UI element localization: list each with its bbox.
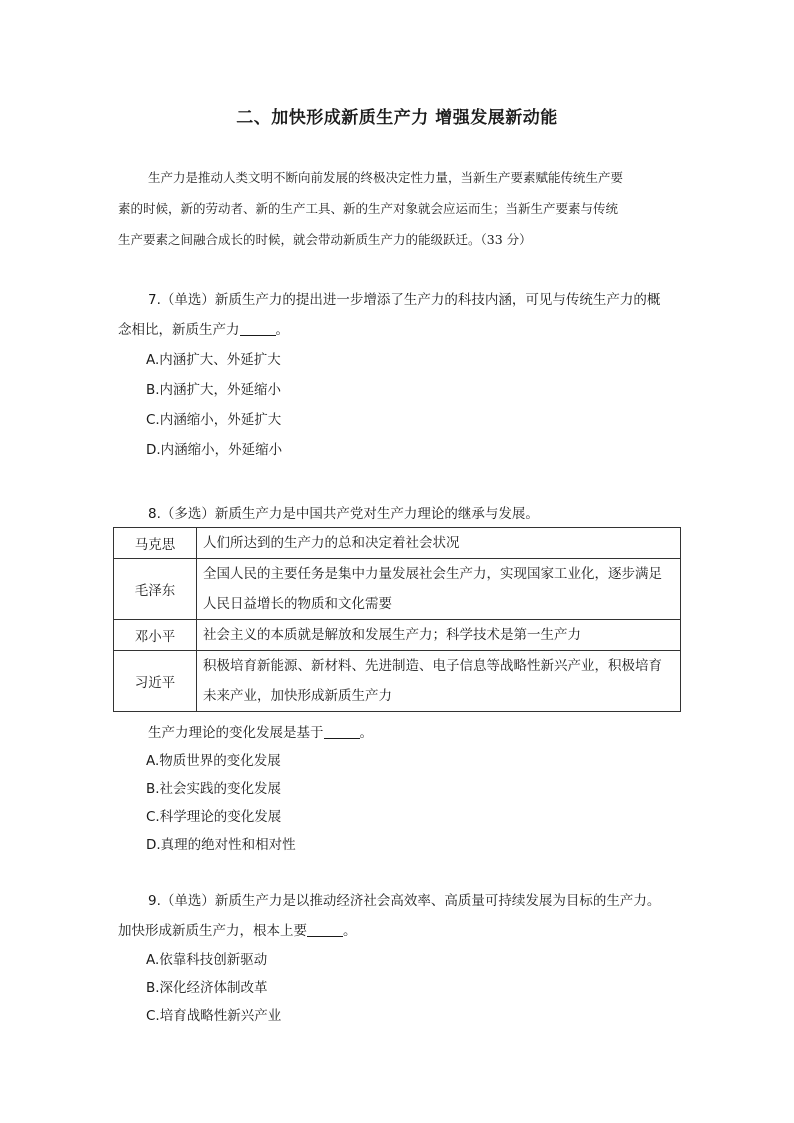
table-cell-content: 人们所达到的生产力的总和决定着社会状况: [197, 528, 681, 559]
table-cell-content: 社会主义的本质就是解放和发展生产力；科学技术是第一生产力: [197, 620, 681, 651]
answer-blank[interactable]: [240, 321, 276, 336]
answer-blank[interactable]: [324, 724, 360, 739]
theory-table: [113, 527, 681, 712]
option-a[interactable]: A.内涵扩大、外延扩大: [146, 352, 281, 368]
question-stem: 9.（单选）新质生产力是以推动经济社会高效率、高质量可持续发展为目标的生产力。: [148, 893, 661, 909]
question-stem: 加快形成新质生产力，根本上要 。: [118, 923, 357, 939]
intro-paragraph: [118, 162, 688, 255]
table-cell-name: 邓小平: [114, 620, 197, 651]
table-row: [114, 651, 681, 712]
table-cell-name: 习近平: [114, 651, 197, 712]
intro-line: 生产力是推动人类文明不断向前发展的终极决定性力量，当新生产要素赋能传统生产要: [148, 170, 624, 185]
option-b[interactable]: B.内涵扩大，外延缩小: [146, 382, 282, 398]
table-row: [114, 620, 681, 651]
option-d[interactable]: D.内涵缩小，外延缩小: [146, 442, 283, 458]
question-9: [118, 886, 688, 1030]
question-stem: 念相比，新质生产力 。: [118, 322, 289, 338]
table-cell-content: 全国人民的主要任务是集中力量发展社会生产力，实现国家工业化，逐步满足 人民日益增长的物质和文化需要: [197, 559, 681, 620]
option-c[interactable]: C.科学理论的变化发展: [146, 809, 282, 825]
question-8-stem: [118, 500, 688, 528]
table-row: [114, 559, 681, 620]
option-a[interactable]: A.物质世界的变化发展: [146, 753, 281, 769]
option-c[interactable]: C.培育战略性新兴产业: [146, 1008, 282, 1024]
answer-blank[interactable]: [307, 922, 343, 937]
option-a[interactable]: A.依靠科技创新驱动: [146, 952, 268, 968]
question-stem: 生产力理论的变化发展是基于 。: [148, 725, 373, 741]
table-cell-name: 马克思: [114, 528, 197, 559]
option-c[interactable]: C.内涵缩小，外延扩大: [146, 412, 282, 428]
question-stem: 7.（单选）新质生产力的提出进一步增添了生产力的科技内涵，可见与传统生产力的概: [148, 292, 661, 308]
question-8-body: [118, 719, 688, 859]
question-stem: 8.（多选）新质生产力是中国共产党对生产力理论的继承与发展。: [148, 506, 539, 522]
option-d[interactable]: D.真理的绝对性和相对性: [146, 837, 296, 853]
intro-line: 生产要素之间融合成长的时候，就会带动新质生产力的能级跃迁。（33 分）: [118, 232, 532, 247]
table-row: [114, 528, 681, 559]
option-b[interactable]: B.社会实践的变化发展: [146, 781, 282, 797]
table-cell-content: 积极培育新能源、新材料、先进制造、电子信息等战略性新兴产业，积极培育 未来产业，加快形成新质生产力: [197, 651, 681, 712]
question-7: [118, 285, 688, 465]
intro-line: 素的时候，新的劳动者、新的生产工具、新的生产对象就会应运而生；当新生产要素与传统: [118, 201, 619, 216]
option-b[interactable]: B.深化经济体制改革: [146, 980, 268, 996]
table-cell-name: 毛泽东: [114, 559, 197, 620]
section-title: 二、加快形成新质生产力 增强发展新动能: [236, 108, 558, 128]
